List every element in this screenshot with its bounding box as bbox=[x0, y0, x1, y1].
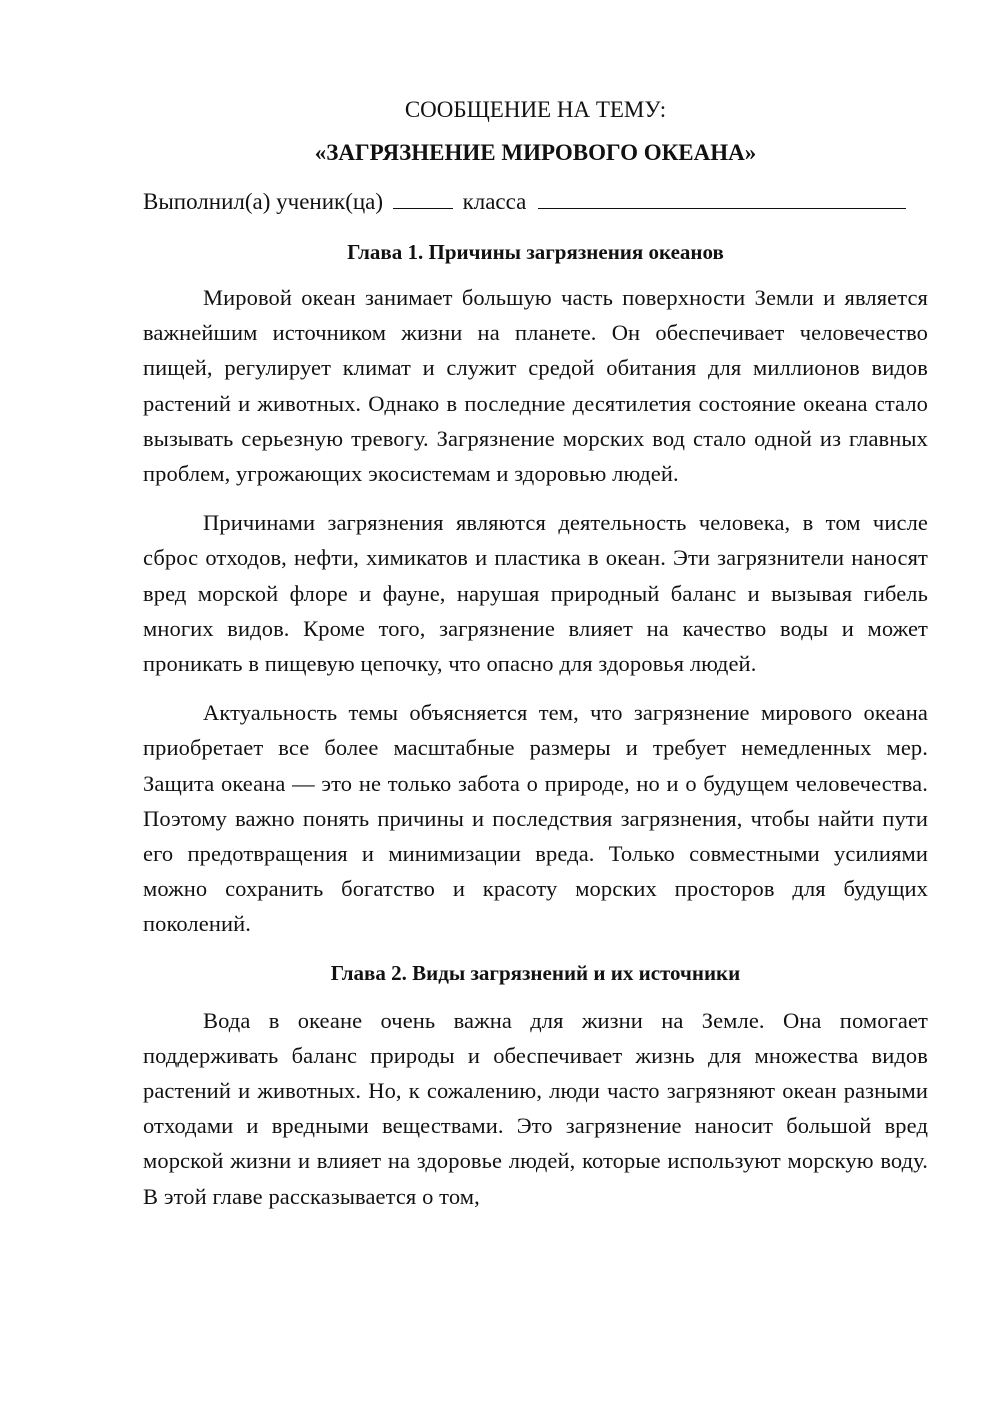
document-title: «ЗАГРЯЗНЕНИЕ МИРОВОГО ОКЕАНА» bbox=[314, 140, 757, 165]
class-blank bbox=[393, 186, 453, 209]
chapter-2-heading: Глава 2. Виды загрязнений и их источники bbox=[330, 960, 741, 985]
name-blank bbox=[538, 186, 906, 209]
chapter-1-paragraph: Причинами загрязнения являются деятельность человека, в том числе сброс отходов, нефти, химикатов и пластика в океан. Эти загрязнители наносят вред морской флоре и фауне, нарушая природный баланс и вызывая гибель многих видов. Кроме того, загрязнение влияет на качество воды и может проникать в пищевую цепочку, что опасно для здоровья людей. bbox=[143, 510, 928, 677]
author-middle: класса bbox=[462, 189, 527, 214]
author-prefix: Выполнил(а) ученик(ца) bbox=[143, 189, 384, 214]
author-line bbox=[143, 184, 928, 219]
document-page bbox=[143, 92, 928, 1228]
chapter-2-paragraph: Вода в океане очень важна для жизни на Земле. Она помогает поддерживать баланс природы и обеспечивает жизнь для множества видов растений и животных. Но, к сожалению, люди часто загрязняют океан разными отходами и вредными веществами. Это загрязнение наносит большой вред морской жизни и влияет на здоровье людей, которые используют морскую воду. В этой главе рассказывается о том, bbox=[143, 1007, 928, 1209]
chapter-1-heading: Глава 1. Причины загрязнения океанов bbox=[347, 240, 724, 264]
chapter-1-paragraph: Актуальность темы объясняется тем, что загрязнение мирового океана приобретает все более масштабные размеры и требует немедленных мер. Защита океана — это не только забота о природе, но и о будущем человечества. Поэтому важно понять причины и последствия загрязнения, чтобы найти пути его предотвращения и минимизации вреда. Только совместными усилиями можно сохранить богатство и красоту морских просторов для будущих поколений. bbox=[143, 700, 928, 937]
chapter-1-paragraph: Мировой океан занимает большую часть поверхности Земли и является важнейшим источником жизни на планете. Он обеспечивает человечество пищей, регулирует климат и служит средой обитания для миллионов видов растений и животных. Однако в последние десятилетия состояние океана стало вызывать серьезную тревогу. Загрязнение морских вод стало одной из главных проблем, угрожающих экосистемам и здоровью людей. bbox=[143, 285, 928, 487]
title-line-1: СООБЩЕНИЕ НА ТЕМУ: bbox=[404, 97, 667, 122]
